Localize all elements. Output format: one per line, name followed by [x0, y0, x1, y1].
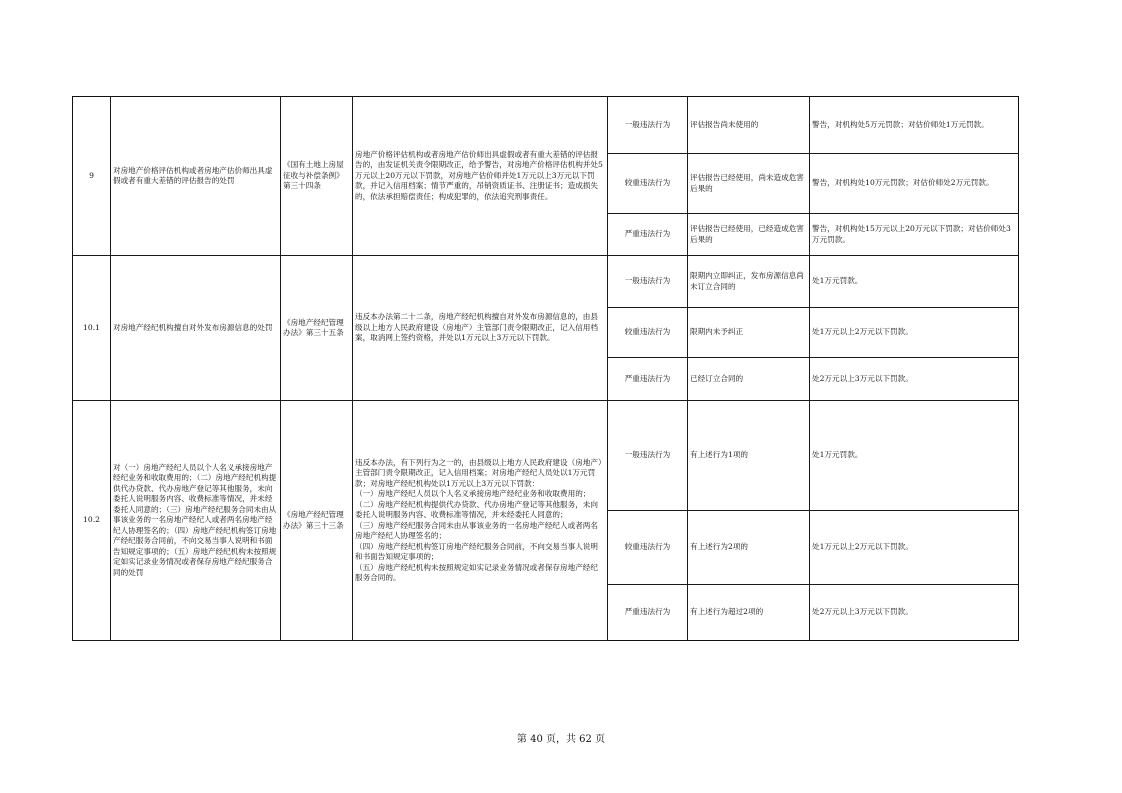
- violation-circumstance: 有上述行为1项的: [688, 401, 810, 511]
- table-row: [73, 401, 1019, 511]
- penalty-standard: 警告，对机构处5万元罚款；对估价师处1万元罚款。: [810, 97, 1019, 154]
- legal-basis: 《房地产经纪管理办法》第三十五条: [281, 256, 353, 401]
- legal-provision: [353, 97, 608, 256]
- penalty-standards-table: [72, 96, 1019, 641]
- violation-level: 严重违法行为: [608, 358, 688, 401]
- violation-circumstance: 限期内未予纠正: [688, 308, 810, 358]
- violation-level: 一般违法行为: [608, 256, 688, 308]
- violation-level: 一般违法行为: [608, 97, 688, 154]
- penalty-standard: 处2万元以上3万元以下罚款。: [810, 585, 1019, 641]
- violation-circumstance: 已经订立合同的: [688, 358, 810, 401]
- penalty-standard: 处1万元以上2万元以下罚款。: [810, 308, 1019, 358]
- provision-paragraph: 违反本办法第二十二条，房地产经纪机构擅自对外发布房源信息的，由县级以上地方人民政府建设（房地产）主管部门责令限期改正，记入信用档案，取消网上签约资格，并处以1万元以上3万元以下罚款。: [355, 312, 598, 343]
- provision-paragraph: （二）房地产经纪机构提供代办贷款、代办房地产登记等其他服务，未向委托人说明服务内容、收费标准等情况，并未经委托人同意的；: [355, 499, 598, 519]
- violation-level: 严重违法行为: [608, 214, 688, 256]
- violation-circumstance: 有上述行为超过2项的: [688, 585, 810, 641]
- violation-level: 较重违法行为: [608, 308, 688, 358]
- provision-paragraph: （四）房地产经纪机构签订房地产经纪服务合同前，不向交易当事人说明和书面告知规定事项的；: [355, 541, 598, 561]
- table-row: [73, 97, 1019, 154]
- provision-paragraph: （一）房地产经纪人员以个人名义承接房地产经纪业务和收取费用的；: [355, 489, 591, 498]
- violation-circumstance: 限期内立即纠正，发布房源信息尚未订立合同的: [688, 256, 810, 308]
- provision-paragraph: 房地产价格评估机构或者房地产估价师出具虚假或者有重大差错的评估报告的，由发证机关责令限期改正，给予警告，对房地产价格评估机构并处5万元以上20万元以下罚款，对房地产估价师并处1万元以上3万元以下罚款，并记入信用档案；情节严重的，吊销资质证书、注册证书；造成损失的，依法承担赔偿责任；构成犯罪的，依法追究刑事责任。: [355, 149, 603, 201]
- violation-level: 严重违法行为: [608, 585, 688, 641]
- penalty-standard: 处1万元以上2万元以下罚款。: [810, 511, 1019, 585]
- violation-circumstance: 有上述行为2项的: [688, 511, 810, 585]
- item-number: 10.2: [73, 401, 111, 641]
- violation-circumstance: 评估报告尚未使用的: [688, 97, 810, 154]
- provision-paragraph: （三）房地产经纪服务合同未由从事该业务的一名房地产经纪人或者两名房地产经纪人协理签名的；: [355, 520, 598, 540]
- penalty-standard: 处1万元罚款。: [810, 256, 1019, 308]
- legal-provision: [353, 401, 608, 641]
- provision-paragraph: 违反本办法，有下列行为之一的，由县级以上地方人民政府建设（房地产）主管部门责令限期改正，记入信用档案；对房地产经纪人员处以1万元罚款；对房地产经纪机构处以1万元以上3万元以下罚款：: [355, 457, 602, 488]
- violation-level: 较重违法行为: [608, 511, 688, 585]
- item-name: 对房地产价格评估机构或者房地产估价师出具虚假或者有重大差错的评估报告的处罚: [111, 97, 281, 256]
- item-number: 10.1: [73, 256, 111, 401]
- provision-paragraph: （五）房地产经纪机构未按照规定如实记录业务情况或者保存房地产经纪服务合同的。: [355, 562, 598, 582]
- penalty-standard: 处1万元罚款。: [810, 401, 1019, 511]
- item-name: 对房地产经纪机构擅自对外发布房源信息的处罚: [111, 256, 281, 401]
- legal-basis: 《国有土地上房屋征收与补偿条例》第三十四条: [281, 97, 353, 256]
- legal-basis: 《房地产经纪管理办法》第三十三条: [281, 401, 353, 641]
- violation-level: 一般违法行为: [608, 401, 688, 511]
- violation-circumstance: 评估报告已经使用，已经造成危害后果的: [688, 214, 810, 256]
- item-number: 9: [73, 97, 111, 256]
- table-row: [73, 256, 1019, 308]
- penalty-standard: 处2万元以上3万元以下罚款。: [810, 358, 1019, 401]
- violation-level: 较重违法行为: [608, 154, 688, 214]
- legal-provision: [353, 256, 608, 401]
- item-name: 对（一）房地产经纪人员以个人名义承接房地产经纪业务和收取费用的；（二）房地产经纪机构提供代办贷款、代办房地产登记等其他服务，未向委托人说明服务内容、收费标准等情况，并未经委托人同意的；（三）房地产经纪服务合同未由从事该业务的一名房地产经纪人或者两名房地产经纪人协理签名的；（四）房地产经纪机构签订房地产经纪服务合同前，不向交易当事人说明和书面告知规定事项的；（五）房地产经纪机构未按照规定如实记录业务情况或者保存房地产经纪服务合同的处罚: [111, 401, 281, 641]
- penalty-standard: 警告，对机构处10万元罚款；对估价师处2万元罚款。: [810, 154, 1019, 214]
- penalty-standard: 警告，对机构处15万元以上20万元以下罚款；对估价师处3万元罚款。: [810, 214, 1019, 256]
- violation-circumstance: 评估报告已经使用，尚未造成危害后果的: [688, 154, 810, 214]
- page-number: 第 40 页，共 62 页: [516, 734, 606, 745]
